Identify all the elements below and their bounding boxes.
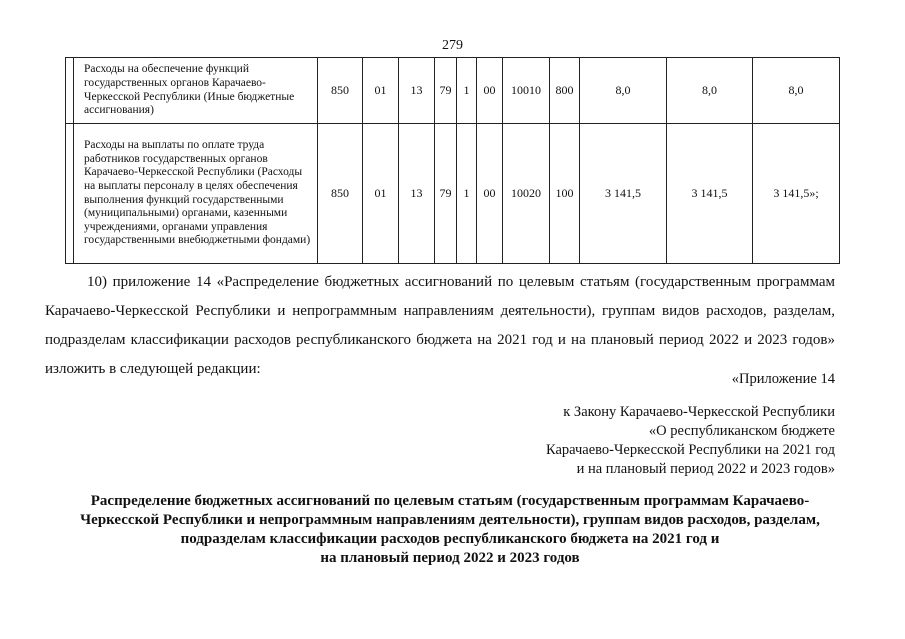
heading-line: на плановый период 2022 и 2023 годов — [320, 550, 580, 566]
amount-2021: 8,0 — [580, 58, 667, 124]
row-marker — [66, 124, 74, 264]
appendix-reference — [546, 403, 835, 479]
budget-table — [65, 57, 840, 264]
table-row — [66, 124, 840, 264]
ministry-code: 850 — [318, 58, 363, 124]
subsection-code: 13 — [399, 58, 435, 124]
section-code: 01 — [363, 124, 399, 264]
expense-type-code: 800 — [550, 58, 580, 124]
amendment-paragraph: 10) приложение 14 «Распределение бюджетных ассигнований по целевым статьям (государственным программам Карачаево-Черкесской Республики и непрограммным направлениям деятельности), группам видов расходов, разделам, подразделам классификации расходов республиканского бюджета на 2021 год и на плановый период 2022 и 2023 годов» изложить в следующей редакции: — [45, 274, 835, 377]
amount-2021: 3 141,5 — [580, 124, 667, 264]
main-activity-code: 00 — [477, 124, 503, 264]
direction-code: 10020 — [503, 124, 550, 264]
program-code: 79 — [435, 124, 457, 264]
main-activity-code: 00 — [477, 58, 503, 124]
subprogram-code: 1 — [457, 58, 477, 124]
document-heading — [60, 492, 840, 568]
expense-type-code: 100 — [550, 124, 580, 264]
appendix-title: «Приложение 14 — [731, 371, 835, 387]
subprogram-code: 1 — [457, 124, 477, 264]
heading-line: Черкесской Республики и непрограммным направлениям деятельности), группам видов расходов, разделам, — [80, 512, 820, 528]
row-name: Расходы на выплаты по оплате труда работников государственных органов Карачаево-Черкесской Республики (Расходы на выплаты персоналу в целях обеспечения выполнения функций государственными (муниципальными) органами, казенными учреждениями, органами управления государственными внебюджетными фондами) — [74, 124, 318, 264]
amount-2023: 8,0 — [753, 58, 840, 124]
appendix-ref-line: «О республиканском бюджете — [648, 423, 835, 439]
page-number: 279 — [442, 38, 463, 53]
heading-line: подразделам классификации расходов республиканского бюджета на 2021 год и — [180, 531, 720, 547]
amount-2022: 3 141,5 — [667, 124, 753, 264]
ministry-code: 850 — [318, 124, 363, 264]
row-name: Расходы на обеспечение функций государственных органов Карачаево-Черкесской Республики (Иные бюджетные ассигнования) — [74, 58, 318, 124]
subsection-code: 13 — [399, 124, 435, 264]
row-marker — [66, 58, 74, 124]
direction-code: 10010 — [503, 58, 550, 124]
appendix-ref-line: и на плановый период 2022 и 2023 годов» — [576, 461, 835, 477]
table-row — [66, 58, 840, 124]
program-code: 79 — [435, 58, 457, 124]
appendix-ref-line: Карачаево-Черкесской Республики на 2021 год — [545, 442, 835, 458]
amount-2023: 3 141,5»; — [753, 124, 840, 264]
appendix-ref-line: к Закону Карачаево-Черкесской Республики — [563, 404, 835, 420]
heading-line: Распределение бюджетных ассигнований по целевым статьям (государственным программам Карачаево- — [90, 493, 810, 509]
amount-2022: 8,0 — [667, 58, 753, 124]
section-code: 01 — [363, 58, 399, 124]
